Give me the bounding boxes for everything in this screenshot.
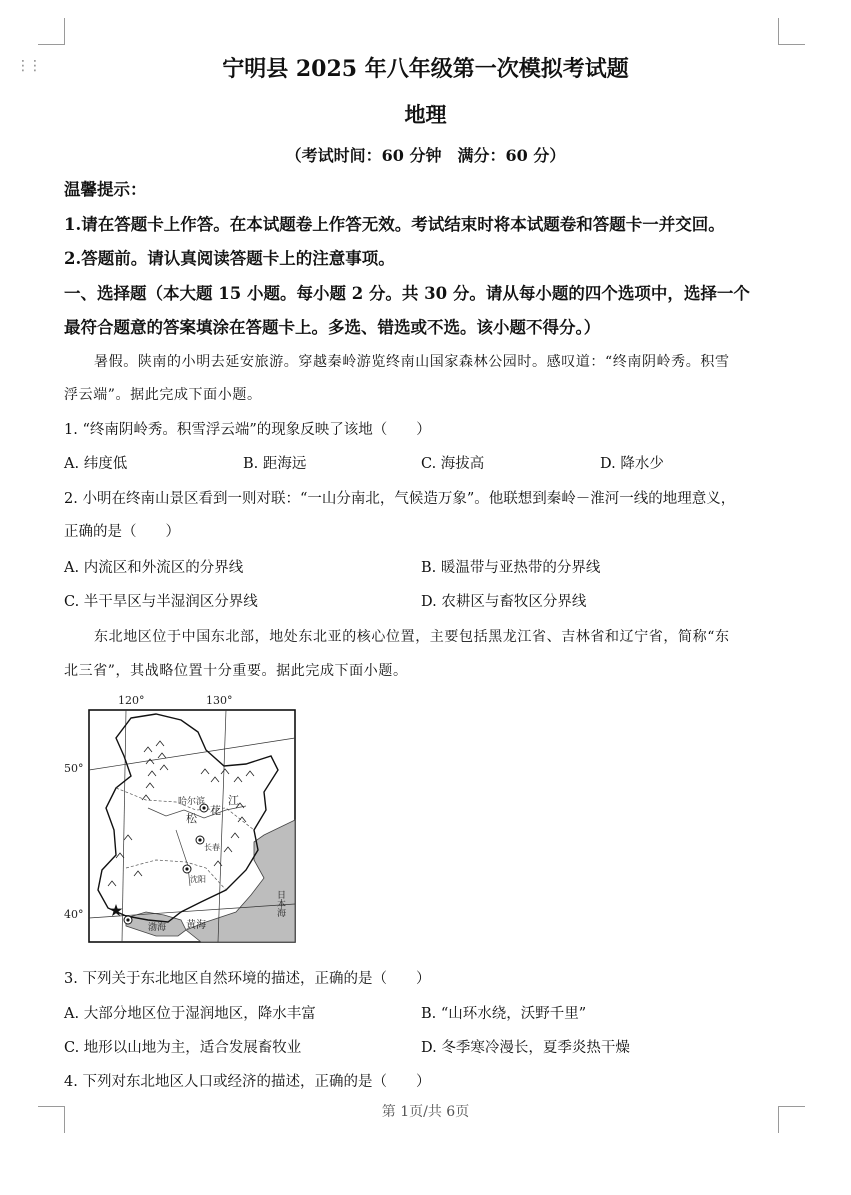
- tip-item-2: 2.答题前。请认真阅读答题卡上的注意事项。: [64, 249, 395, 268]
- city-label-harbin: 哈尔滨: [178, 797, 206, 807]
- question-2-option-d[interactable]: D. 农耕区与畜牧区分界线: [421, 594, 587, 610]
- question-2-option-a[interactable]: A. 内流区和外流区的分界线: [64, 560, 244, 576]
- question-1-option-b[interactable]: B. 距海远: [243, 456, 307, 472]
- question-2-option-c[interactable]: C. 半干旱区与半湿润区分界线: [64, 594, 258, 610]
- passage-2-line-1: 东北地区位于中国东北部，地处东北亚的核心位置，主要包括黑龙江省、吉林省和辽宁省，简称“东: [94, 629, 730, 645]
- passage-1-line-1: 暑假。陕南的小明去延安旅游。穿越秦岭游览终南山国家森林公园时。感叹道：“终南阴岭秀。积雪: [94, 354, 730, 370]
- river-label-hua: 花: [210, 804, 221, 817]
- question-3-option-c[interactable]: C. 地形以山地为主，适合发展畜牧业: [64, 1040, 302, 1056]
- question-3-option-b[interactable]: B. “山环水绕，沃野千里”: [421, 1006, 587, 1022]
- sea-label-bohai: 渤海: [148, 923, 167, 933]
- question-1-option-d[interactable]: D. 降水少: [600, 456, 664, 472]
- lat-label-50: 50°: [64, 762, 84, 775]
- question-4-stem: 4. 下列对东北地区人口或经济的描述，正确的是（ ）: [64, 1074, 431, 1090]
- question-1-option-c[interactable]: C. 海拔高: [421, 456, 485, 472]
- river-label-song: 松: [186, 812, 197, 825]
- exam-info: （考试时间：60 分钟 满分：60 分）: [285, 146, 566, 165]
- crop-mark-top-left: [38, 18, 65, 45]
- question-2-option-b[interactable]: B. 暖温带与亚热带的分界线: [421, 560, 601, 576]
- question-2-stem-line-1: 2. 小明在终南山景区看到一则对联：“一山分南北，气候造万象”。他联想到秦岭－淮河一线的地理意义，: [64, 491, 736, 507]
- passage-1-line-2: 浮云端”。据此完成下面小题。: [64, 387, 262, 403]
- question-2-stem-line-2: 正确的是（ ）: [64, 524, 180, 540]
- question-1-option-a[interactable]: A. 纬度低: [64, 456, 128, 472]
- question-1-stem: 1. “终南阴岭秀。积雪浮云端”的现象反映了该地（ ）: [64, 422, 431, 438]
- sea-label-japan: 日本海: [275, 890, 285, 917]
- drag-handle-icon[interactable]: ⋮⋮: [16, 58, 40, 74]
- city-label-changchun: 长春: [204, 843, 220, 852]
- lat-label-40: 40°: [64, 908, 84, 921]
- tips-heading: 温馨提示：: [64, 180, 147, 199]
- section-heading-line-2: 最符合题意的答案填涂在答题卡上。多选、错选或不选。该小题不得分。）: [64, 318, 601, 337]
- northeast-china-map: [64, 690, 298, 944]
- crop-mark-top-right: [778, 18, 805, 45]
- city-label-shenyang: 沈阳: [190, 875, 206, 884]
- subject-title: 地理: [404, 102, 447, 127]
- tip-item-1: 1.请在答题卡上作答。在本试题卷上作答无效。考试结束时将本试题卷和答题卡一并交回。: [64, 215, 725, 234]
- lon-label-130: 130°: [206, 694, 233, 707]
- passage-2-line-2: 北三省”，其战略位置十分重要。据此完成下面小题。: [64, 663, 408, 679]
- sea-label-huanghai: 黄海: [186, 920, 206, 931]
- section-heading-line-1: 一、选择题（本大题 15 小题。每小题 2 分。共 30 分。请从每小题的四个选项中，选择一个: [64, 284, 750, 303]
- question-3-option-a[interactable]: A. 大部分地区位于湿润地区，降水丰富: [64, 1006, 316, 1022]
- question-3-option-d[interactable]: D. 冬季寒冷漫长，夏季炎热干燥: [421, 1040, 630, 1056]
- exam-title: 宁明县 2025 年八年级第一次模拟考试题: [222, 56, 629, 82]
- lon-label-120: 120°: [118, 694, 145, 707]
- page-number: 第 1页/共 6页: [381, 1104, 470, 1120]
- river-label-jiang: 江: [228, 794, 239, 807]
- question-3-stem: 3. 下列关于东北地区自然环境的描述，正确的是（ ）: [64, 971, 431, 987]
